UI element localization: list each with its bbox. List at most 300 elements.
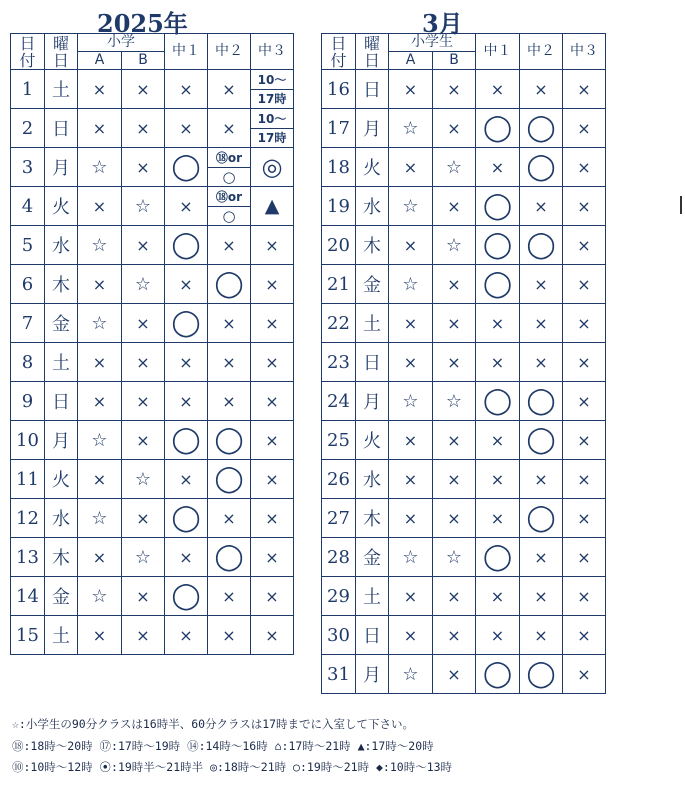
elem-b-cell — [122, 304, 165, 343]
header-chu3: 中３ — [251, 34, 294, 70]
cross-mark: × — [92, 352, 107, 372]
chu3-cell — [251, 265, 294, 304]
elem-b-cell — [433, 460, 476, 499]
calendar-row — [322, 616, 606, 655]
chu1-cell — [476, 499, 520, 538]
chu3-cell — [251, 460, 294, 499]
circle-mark: ◯ — [171, 425, 201, 455]
cross-mark: × — [534, 469, 548, 489]
weekday-cell: 土 — [356, 577, 389, 616]
star-mark: ☆ — [91, 156, 108, 178]
calendar-row — [11, 421, 294, 460]
chu3-cell — [563, 460, 606, 499]
calendar-row — [11, 616, 294, 655]
date-cell: 2 — [11, 109, 45, 148]
cross-mark: × — [490, 586, 505, 606]
cross-mark: × — [490, 79, 505, 99]
chu1-cell — [165, 421, 208, 460]
chu2-cell — [208, 148, 251, 187]
cross-mark: × — [447, 586, 461, 606]
chu2-cell — [520, 304, 563, 343]
cross-mark: × — [222, 79, 236, 99]
cross-mark: × — [265, 508, 279, 528]
cross-mark: × — [136, 391, 150, 411]
chu3-cell — [251, 616, 294, 655]
chu1-cell — [165, 187, 208, 226]
cross-mark: × — [136, 430, 150, 450]
chu1-cell — [165, 343, 208, 382]
elem-a-cell — [78, 577, 122, 616]
date-cell: 1 — [11, 70, 45, 109]
weekday-cell: 水 — [356, 187, 389, 226]
weekday-cell: 火 — [45, 187, 78, 226]
cross-mark: × — [403, 235, 418, 255]
date-cell: 6 — [11, 265, 45, 304]
chu1-cell — [476, 109, 520, 148]
cross-mark: × — [577, 508, 591, 528]
elem-a-cell — [78, 265, 122, 304]
cross-mark: × — [577, 118, 591, 138]
cross-mark: × — [92, 469, 107, 489]
header-date: 日 付 — [11, 34, 45, 70]
chu2-cell — [208, 304, 251, 343]
chu3-cell — [251, 70, 294, 109]
time-bottom: ○ — [222, 167, 236, 186]
date-cell: 17 — [322, 109, 356, 148]
star-mark: ☆ — [445, 156, 463, 178]
elem-a-cell — [389, 109, 433, 148]
elem-b-cell — [433, 148, 476, 187]
cross-mark: × — [490, 352, 505, 372]
chu3-cell — [563, 538, 606, 577]
chu1-cell — [165, 538, 208, 577]
weekday-cell: 火 — [356, 421, 389, 460]
cross-mark: × — [92, 547, 107, 567]
cross-mark: × — [490, 430, 505, 450]
cross-mark: × — [490, 625, 505, 645]
time-top: 10～ — [251, 71, 293, 90]
legend-line-3: ⑩:10時～12時 ⦿:19時半～21時半 ◎:18時～21時 ○:19時～21時 ◆:10時～13時 — [12, 760, 453, 774]
elem-b-cell — [433, 226, 476, 265]
chu3-cell — [251, 421, 294, 460]
elem-b-cell — [433, 421, 476, 460]
star-mark: ☆ — [134, 546, 152, 568]
circle-mark: ◯ — [214, 542, 244, 572]
cross-mark: × — [222, 625, 236, 645]
chu2-cell — [520, 265, 563, 304]
circle-mark: ◯ — [482, 191, 513, 221]
cross-mark: × — [534, 274, 548, 294]
cross-mark: × — [265, 313, 279, 333]
header-chu1: 中１ — [476, 34, 520, 70]
chu2-cell — [520, 343, 563, 382]
cross-mark: × — [136, 508, 150, 528]
chu1-cell — [476, 382, 520, 421]
cross-mark: × — [577, 430, 591, 450]
chu2-cell — [208, 109, 251, 148]
calendar-row — [11, 577, 294, 616]
cross-mark: × — [179, 547, 193, 567]
chu3-cell — [251, 343, 294, 382]
elem-b-cell — [122, 616, 165, 655]
elem-b-cell — [433, 577, 476, 616]
cross-mark: × — [136, 235, 150, 255]
header-dow: 曜 日 — [356, 34, 389, 70]
header-b: B — [122, 52, 165, 70]
chu2-cell — [208, 343, 251, 382]
elem-a-cell — [389, 343, 433, 382]
year-title: 2025年 — [97, 9, 188, 38]
date-cell: 22 — [322, 304, 356, 343]
cross-mark: × — [403, 313, 418, 333]
cross-mark: × — [136, 79, 150, 99]
elem-a-cell — [389, 577, 433, 616]
cross-mark: × — [222, 118, 236, 138]
star-mark: ☆ — [402, 195, 419, 217]
calendar-row — [322, 304, 606, 343]
chu3-cell — [563, 421, 606, 460]
weekday-cell: 土 — [45, 70, 78, 109]
chu1-cell — [165, 226, 208, 265]
cross-mark: × — [92, 391, 107, 411]
cross-mark: × — [577, 469, 591, 489]
calendar-row — [11, 304, 294, 343]
calendar-row — [11, 343, 294, 382]
elem-b-cell — [433, 109, 476, 148]
cross-mark: × — [265, 235, 279, 255]
weekday-cell: 土 — [45, 343, 78, 382]
weekday-cell: 木 — [45, 265, 78, 304]
circle-mark: ◯ — [482, 230, 513, 260]
chu3-cell — [563, 382, 606, 421]
elem-a-cell — [389, 187, 433, 226]
circle-mark: ◯ — [526, 230, 556, 260]
cross-mark: × — [447, 430, 461, 450]
star-mark: ☆ — [445, 546, 463, 568]
chu1-cell — [165, 382, 208, 421]
cross-mark: × — [179, 352, 193, 372]
elem-b-cell — [122, 343, 165, 382]
elem-a-cell — [78, 226, 122, 265]
circle-mark: ◯ — [526, 113, 556, 143]
date-cell: 11 — [11, 460, 45, 499]
chu3-cell — [251, 382, 294, 421]
weekday-cell: 月 — [356, 655, 389, 694]
elem-b-cell — [433, 538, 476, 577]
calendar-row — [11, 226, 294, 265]
calendar-row — [11, 109, 294, 148]
cross-mark: × — [447, 664, 461, 684]
cross-mark: × — [179, 118, 193, 138]
header-a: A — [78, 52, 122, 70]
chu1-cell — [165, 616, 208, 655]
chu2-cell — [520, 499, 563, 538]
star-mark: ☆ — [91, 585, 108, 607]
chu3-cell — [251, 148, 294, 187]
cross-mark: × — [534, 586, 548, 606]
chu2-cell — [208, 421, 251, 460]
elem-a-cell — [389, 421, 433, 460]
date-cell: 14 — [11, 577, 45, 616]
calendar-row — [322, 187, 606, 226]
date-cell: 13 — [11, 538, 45, 577]
date-cell: 3 — [11, 148, 45, 187]
weekday-cell: 金 — [45, 577, 78, 616]
chu2-cell — [208, 538, 251, 577]
star-mark: ☆ — [402, 546, 419, 568]
chu3-cell — [563, 577, 606, 616]
cross-mark: × — [447, 274, 461, 294]
chu1-cell — [165, 304, 208, 343]
cross-mark: × — [577, 274, 591, 294]
cross-mark: × — [403, 352, 418, 372]
circle-mark: ◯ — [482, 269, 513, 299]
elem-b-cell — [433, 499, 476, 538]
elem-a-cell — [78, 421, 122, 460]
weekday-cell: 火 — [356, 148, 389, 187]
elem-a-cell — [389, 70, 433, 109]
elem-b-cell — [433, 343, 476, 382]
calendar-row — [322, 109, 606, 148]
circle-mark: ◯ — [482, 542, 513, 572]
elem-a-cell — [389, 655, 433, 694]
cross-mark: × — [490, 157, 505, 177]
elem-b-cell — [122, 499, 165, 538]
circle-mark: ◯ — [482, 386, 513, 416]
star-mark: ☆ — [402, 117, 419, 139]
elem-a-cell — [389, 460, 433, 499]
elem-b-cell — [433, 265, 476, 304]
calendar-row — [322, 265, 606, 304]
chu3-cell — [251, 577, 294, 616]
cross-mark: × — [265, 547, 279, 567]
star-mark: ☆ — [402, 663, 419, 685]
weekday-cell: 日 — [356, 70, 389, 109]
date-cell: 10 — [11, 421, 45, 460]
date-cell: 19 — [322, 187, 356, 226]
chu3-cell — [251, 109, 294, 148]
chu1-cell — [165, 499, 208, 538]
star-mark: ☆ — [91, 507, 108, 529]
elem-a-cell — [389, 616, 433, 655]
elem-a-cell — [78, 343, 122, 382]
date-cell: 8 — [11, 343, 45, 382]
chu1-cell — [476, 304, 520, 343]
cross-mark: × — [265, 625, 279, 645]
calendar-row — [11, 538, 294, 577]
chu2-cell — [208, 226, 251, 265]
header-dow: 曜 日 — [45, 34, 78, 70]
cross-mark: × — [490, 508, 505, 528]
date-cell: 16 — [322, 70, 356, 109]
chu3-cell — [251, 538, 294, 577]
calendar-row — [11, 265, 294, 304]
elem-a-cell — [78, 109, 122, 148]
chu2-cell — [208, 382, 251, 421]
time-bottom: 17時 — [257, 91, 287, 106]
date-cell: 30 — [322, 616, 356, 655]
chu2-cell — [520, 460, 563, 499]
chu3-cell — [563, 499, 606, 538]
star-mark: ☆ — [91, 429, 108, 451]
chu1-cell — [476, 577, 520, 616]
elem-a-cell — [78, 499, 122, 538]
cross-mark: × — [179, 274, 193, 294]
elem-b-cell — [122, 421, 165, 460]
calendar-table-left — [10, 33, 294, 655]
star-mark: ☆ — [402, 273, 419, 295]
calendar-row — [11, 187, 294, 226]
chu2-cell — [520, 616, 563, 655]
cross-mark: × — [222, 235, 236, 255]
elem-b-cell — [122, 226, 165, 265]
date-cell: 20 — [322, 226, 356, 265]
chu2-cell — [520, 70, 563, 109]
edge-divider — [680, 196, 682, 214]
cross-mark: × — [534, 352, 548, 372]
chu1-cell — [165, 70, 208, 109]
cross-mark: × — [136, 118, 150, 138]
chu2-cell — [208, 265, 251, 304]
calendar-row — [11, 70, 294, 109]
elem-b-cell — [122, 460, 165, 499]
star-mark: ☆ — [402, 390, 419, 412]
weekday-cell: 月 — [356, 382, 389, 421]
header-date: 日 付 — [322, 34, 356, 70]
weekday-cell: 木 — [356, 226, 389, 265]
cross-mark: × — [577, 157, 591, 177]
cross-mark: × — [265, 430, 279, 450]
cross-mark: × — [534, 79, 548, 99]
chu2-cell — [520, 382, 563, 421]
date-cell: 4 — [11, 187, 45, 226]
chu3-cell — [563, 226, 606, 265]
cross-mark: × — [447, 469, 461, 489]
date-cell: 23 — [322, 343, 356, 382]
date-cell: 28 — [322, 538, 356, 577]
chu1-cell — [476, 343, 520, 382]
cross-mark: × — [136, 625, 150, 645]
cross-mark: × — [534, 625, 548, 645]
star-mark: ☆ — [445, 390, 463, 412]
cross-mark: × — [447, 79, 461, 99]
chu1-cell — [476, 265, 520, 304]
weekday-cell: 木 — [356, 499, 389, 538]
date-cell: 24 — [322, 382, 356, 421]
weekday-cell: 日 — [45, 382, 78, 421]
chu1-cell — [476, 421, 520, 460]
legend-line-1: ☆:小学生の90分クラスは16時半、60分クラスは17時までに入室して下さい。 — [12, 717, 415, 731]
chu2-cell — [208, 460, 251, 499]
cross-mark: × — [577, 391, 591, 411]
time-bottom: ○ — [222, 206, 236, 225]
chu2-cell — [208, 499, 251, 538]
calendar-table-right — [321, 33, 606, 694]
elem-a-cell — [78, 187, 122, 226]
cross-mark: × — [447, 313, 461, 333]
cross-mark: × — [136, 313, 150, 333]
elem-b-cell — [433, 187, 476, 226]
cross-mark: × — [447, 352, 461, 372]
elem-a-cell — [389, 499, 433, 538]
weekday-cell: 月 — [45, 421, 78, 460]
chu2-cell — [520, 421, 563, 460]
cross-mark: × — [179, 469, 193, 489]
elem-b-cell — [122, 148, 165, 187]
chu2-cell — [520, 655, 563, 694]
header-chu2: 中２ — [208, 34, 251, 70]
cross-mark: × — [92, 196, 107, 216]
weekday-cell: 木 — [45, 538, 78, 577]
cross-mark: × — [136, 157, 150, 177]
chu2-cell — [520, 577, 563, 616]
date-cell: 29 — [322, 577, 356, 616]
chu3-cell — [563, 265, 606, 304]
circle-mark: ◯ — [171, 230, 201, 260]
chu1-cell — [165, 460, 208, 499]
calendar-row — [11, 460, 294, 499]
calendar-row — [322, 655, 606, 694]
chu3-cell — [563, 109, 606, 148]
weekday-cell: 日 — [45, 109, 78, 148]
cross-mark: × — [403, 79, 418, 99]
cross-mark: × — [179, 79, 193, 99]
chu3-cell — [563, 655, 606, 694]
elem-a-cell — [78, 70, 122, 109]
elem-b-cell — [122, 187, 165, 226]
calendar-row — [322, 382, 606, 421]
time-top: ⑱or — [208, 188, 250, 207]
chu1-cell — [476, 148, 520, 187]
date-cell: 26 — [322, 460, 356, 499]
chu3-cell — [563, 343, 606, 382]
header-b: B — [433, 52, 476, 70]
cross-mark: × — [92, 118, 107, 138]
cross-mark: × — [534, 196, 548, 216]
chu3-cell — [563, 70, 606, 109]
date-cell: 31 — [322, 655, 356, 694]
chu1-cell — [476, 655, 520, 694]
chu3-cell — [251, 499, 294, 538]
weekday-cell: 水 — [45, 499, 78, 538]
chu1-cell — [476, 70, 520, 109]
header-elementary: 小学生 — [389, 34, 476, 52]
weekday-cell: 日 — [356, 616, 389, 655]
elem-b-cell — [122, 109, 165, 148]
circle-mark: ◯ — [171, 308, 201, 338]
elem-b-cell — [122, 382, 165, 421]
legend-line-2: ⑱:18時～20時 ⑰:17時～19時 ⑭:14時～16時 ⌂:17時～21時 ▲:17時～20時 — [12, 739, 434, 753]
chu3-cell — [251, 187, 294, 226]
cross-mark: × — [447, 196, 461, 216]
calendar-row — [11, 382, 294, 421]
circle-mark: ◯ — [171, 152, 201, 182]
chu2-cell — [520, 226, 563, 265]
chu3-cell — [251, 304, 294, 343]
elem-a-cell — [389, 382, 433, 421]
elem-b-cell — [433, 616, 476, 655]
circle-mark: ◯ — [171, 581, 201, 611]
elem-b-cell — [433, 70, 476, 109]
cross-mark: × — [92, 274, 107, 294]
circle-mark: ◯ — [214, 269, 244, 299]
cross-mark: × — [92, 625, 107, 645]
calendar-row — [322, 226, 606, 265]
cross-mark: × — [577, 352, 591, 372]
chu2-cell — [520, 538, 563, 577]
circle-mark: ◯ — [526, 659, 556, 689]
weekday-cell: 月 — [356, 109, 389, 148]
